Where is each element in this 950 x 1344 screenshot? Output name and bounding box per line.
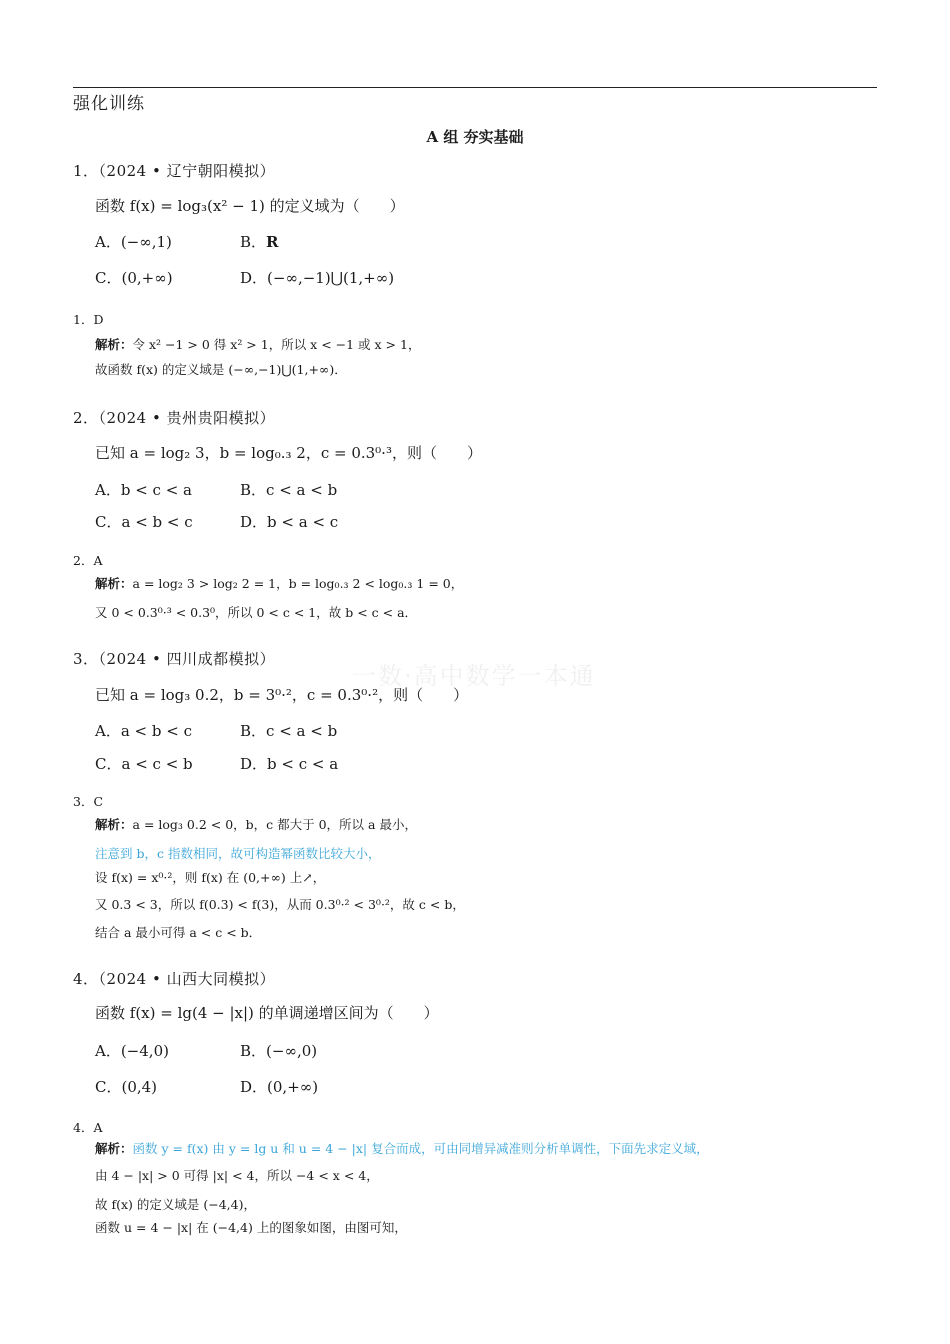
q2-solution-line1	[95, 574, 463, 592]
q3-option-b: B．c < a < b	[240, 722, 338, 740]
q2-solution-label: 解析：	[95, 576, 133, 591]
q3-solution-line4: 结合 a 最小可得 a < c < b．	[95, 925, 262, 940]
q3-option-d: D．b < c < a	[240, 755, 339, 773]
q3-note: 注意到 b，c 指数相同，故可构造幂函数比较大小，	[95, 846, 381, 861]
q2-option-c: C．a < b < c	[95, 513, 193, 531]
q1-option-b-prefix: B．	[240, 233, 267, 251]
q4-solution-line0	[95, 1139, 709, 1157]
q3-header: 3．（2024 • 四川成都模拟）	[73, 650, 276, 668]
section-title: 强化训练	[73, 94, 145, 114]
q1-option-d: D．(−∞,−1)⋃(1,+∞)	[240, 269, 395, 287]
q4-option-a: A．(−4,0)	[95, 1042, 169, 1060]
q3-solution-label: 解析：	[95, 817, 133, 832]
q4-option-b: B．(−∞,0)	[240, 1042, 318, 1060]
q4-answer: 4．A	[73, 1120, 103, 1135]
q3-option-c: C．a < c < b	[95, 755, 193, 773]
q4-solution-line3: 函数 u = 4 − |x| 在 (−4,4) 上的图象如图，由图可知，	[95, 1220, 407, 1235]
header-rule	[73, 87, 877, 88]
q4-solution-line2: 故 f(x) 的定义域是 (−4,4)，	[95, 1197, 256, 1212]
q3-solution-text1: a = log₃ 0.2 < 0，b，c 都大于 0，所以 a 最小，	[132, 817, 417, 832]
watermark: 一数·高中数学一本通	[352, 662, 596, 690]
q4-option-d: D．(0,+∞)	[240, 1078, 319, 1096]
q1-option-a: A．(−∞,1)	[95, 233, 172, 251]
q3-solution-line3: 又 0.3 < 3，所以 f(0.3) < f(3)，从而 0.3⁰·² < 3⁰·²，故 c < b，	[95, 897, 465, 912]
q2-solution-line2: 又 0 < 0.3⁰·³ < 0.3⁰，所以 0 < c < 1，故 b < c < a．	[95, 605, 418, 620]
q2-stem: 已知 a = log₂ 3，b = log₀.₃ 2，c = 0.3⁰·³，则（ ）	[95, 444, 482, 462]
q2-option-d: D．b < a < c	[240, 513, 339, 531]
q1-header: 1．（2024 • 辽宁朝阳模拟）	[73, 162, 276, 180]
q2-header: 2．（2024 • 贵州贵阳模拟）	[73, 409, 276, 427]
q1-answer: 1．D	[73, 312, 104, 327]
q2-option-b: B．c < a < b	[240, 481, 338, 499]
q1-stem: 函数 f(x) = log₃(x² − 1) 的定义域为（ ）	[95, 197, 405, 215]
q3-solution-line1	[95, 815, 417, 833]
q1-solution-text1: 令 x² −1 > 0 得 x² > 1，所以 x < −1 或 x > 1，	[132, 337, 421, 352]
q1-solution-line2: 故函数 f(x) 的定义域是 (−∞,−1)⋃(1,+∞)．	[95, 362, 347, 377]
q4-option-c: C．(0,4)	[95, 1078, 158, 1096]
q1-option-b	[240, 231, 279, 252]
q4-note: 函数 y = f(x) 由 y = lg u 和 u = 4 − |x| 复合而成，可由同增异减准则分析单调性，下面先求定义域，	[132, 1141, 709, 1156]
group-title: A 组 夯实基础	[426, 128, 524, 146]
q3-answer: 3．C	[73, 794, 104, 809]
q3-option-a: A．a < b < c	[95, 722, 192, 740]
q3-stem: 已知 a = log₃ 0.2，b = 3⁰·²，c = 0.3⁰·²，则（ ）	[95, 686, 469, 704]
q4-stem: 函数 f(x) = lg(4 − |x|) 的单调递增区间为（ ）	[95, 1004, 439, 1022]
q1-option-b-value: R	[266, 233, 279, 251]
q1-solution-label: 解析：	[95, 337, 133, 352]
q2-answer: 2．A	[73, 553, 103, 568]
q4-solution-line1: 由 4 − |x| > 0 可得 |x| < 4，所以 −4 < x < 4，	[95, 1168, 379, 1183]
q4-solution-label: 解析：	[95, 1141, 133, 1156]
q1-solution-line1	[95, 335, 420, 353]
q2-option-a: A．b < c < a	[95, 481, 192, 499]
q2-solution-text1: a = log₂ 3 > log₂ 2 = 1，b = log₀.₃ 2 < log₀.₃ 1 = 0，	[132, 576, 464, 591]
q1-option-c: C．(0,+∞)	[95, 269, 173, 287]
q3-solution-line2: 设 f(x) = x⁰·²，则 f(x) 在 (0,+∞) 上↗，	[95, 870, 326, 885]
q4-header: 4．（2024 • 山西大同模拟）	[73, 970, 276, 988]
